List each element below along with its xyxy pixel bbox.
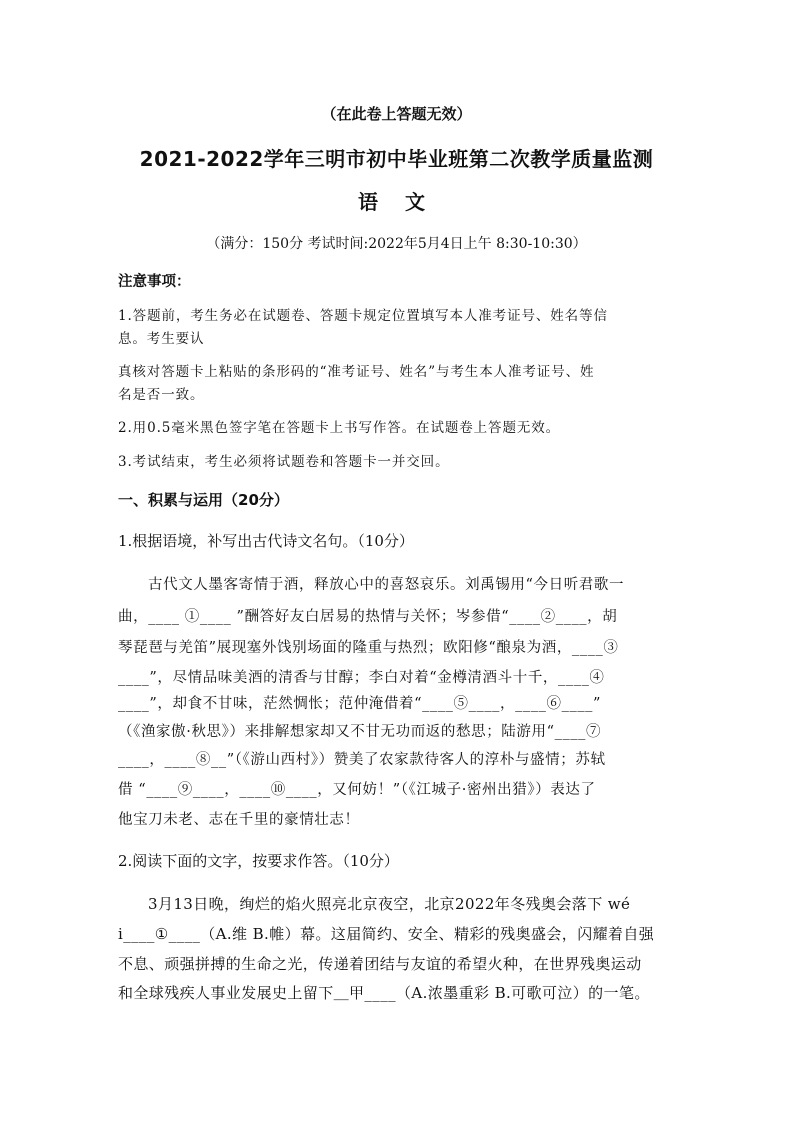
question-1-line: ____”，尽情品味美酒的清香与甘醇；李白对着“金樽清酒斗十千，____④ — [118, 670, 605, 686]
question-1-line: 借 “____⑨____，____⑩____，又何妨！”（《江城子·密州出猎》）表达了 — [118, 782, 596, 798]
instruction-line: 1.答题前，考生务必在试题卷、答题卡规定位置填写本人准考证号、姓名等信 — [118, 308, 608, 324]
exam-info: （满分：150分 考试时间:2022年5月4日上午 8:30-10:30） — [206, 236, 587, 252]
question-1-line: 曲，____ ①____ ”酬答好友白居易的热情与关怀；岑参借“____②____，胡 — [118, 609, 618, 625]
question-1-line: （《渔家傲·秋思》）来排解想家却又不甘无功而返的愁思；陆游用“____⑦ — [118, 724, 602, 740]
question-1-line: 琴琵琶与羌笛”展现塞外饯别场面的隆重与热烈；欧阳修“酿泉为酒，____③ — [118, 640, 619, 656]
question-1-line: ____，____⑧__”（《游山西村》）赞美了农家款待客人的淳朴与盛情；苏轼 — [118, 752, 606, 768]
instruction-line: 2.用0.5毫米黑色签字笔在答题卡上书写作答。在试题卷上答题无效。 — [118, 420, 561, 436]
question-1-line: 他宝刀未老、志在千里的豪情壮志！ — [118, 812, 360, 828]
exam-title: 2021-2022学年三明市初中毕业班第二次教学质量监测 — [139, 147, 654, 171]
question-2-line: 3月13日晚，绚烂的焰火照亮北京夜空，北京2022年冬残奥会落下 wé — [148, 895, 631, 913]
instruction-line: 名是否一致。 — [118, 387, 205, 403]
question-2-prompt: 2.阅读下面的文字，按要求作答。（10分） — [118, 852, 399, 870]
section-heading: 一、积累与运用（20分） — [118, 491, 289, 509]
question-2-line: 和全球残疾人事业发展史上留下＿甲____（A.浓墨重彩 B.可歌可泣）的一笔。 — [118, 984, 650, 1002]
question-1-line: ____”，却食不甘味，茫然惆怅；范仲淹借着“____⑤____，____⑥____” — [118, 696, 602, 712]
instruction-line: 真核对答题卡上粘贴的条形码的“准考证号、姓名”与考生本人准考证号、姓 — [118, 364, 595, 380]
invalid-answer-notice: （在此卷上答题无效） — [321, 105, 472, 123]
question-2-line: i____①____（A.维 B.帷）幕。这届简约、安全、精彩的残奥盛会，闪耀着自强 — [118, 925, 655, 943]
subject-title: 语 文 — [358, 190, 435, 214]
instructions-heading: 注意事项： — [118, 274, 191, 290]
question-2-line: 不息、顽强拼搏的生命之光，传递着团结与友谊的希望火种，在世界残奥运动 — [118, 955, 642, 973]
instruction-line: 息。考生要认 — [118, 331, 205, 347]
instruction-line: 3.考试结束，考生必须将试题卷和答题卡一并交回。 — [118, 454, 450, 470]
question-1-prompt: 1.根据语境，补写出古代诗文名句。（10分） — [118, 532, 414, 550]
question-1-line: 古代文人墨客寄情于酒，释放心中的喜怒哀乐。刘禹锡用“今日听君歌一 — [148, 577, 625, 593]
